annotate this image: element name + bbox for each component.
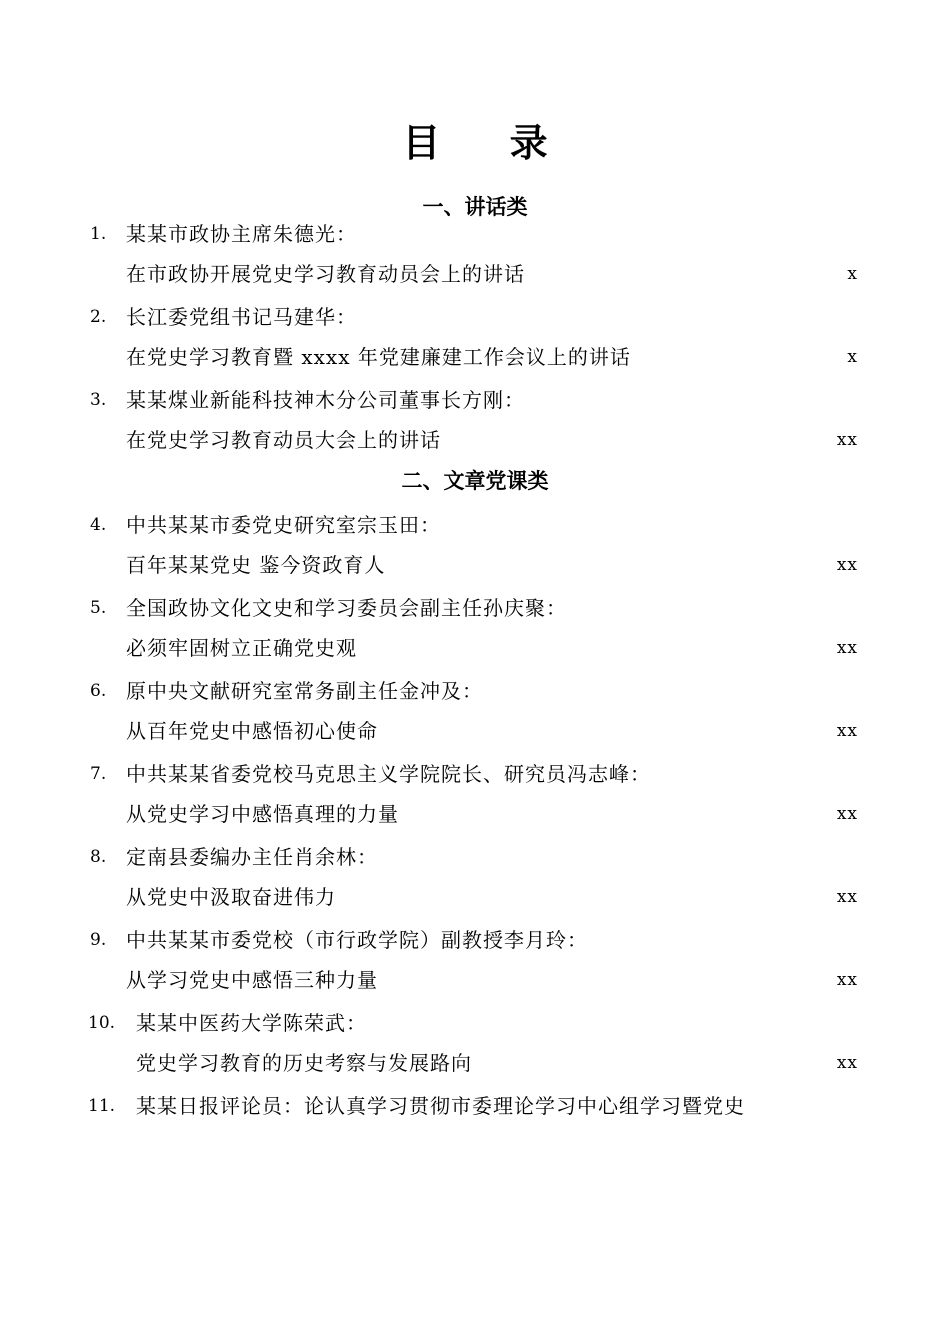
- entry-author: 长江委党组书记马建华：: [126, 305, 357, 329]
- entry-title: 在市政协开展党史学习教育动员会上的讲话: [126, 262, 525, 286]
- entry-title: 党史学习教育的历史考察与发展路向: [136, 1051, 472, 1075]
- entry-author: 某某日报评论员：论认真学习贯彻市委理论学习中心组学习暨党史: [136, 1094, 745, 1118]
- entry-author: 某某市政协主席朱德光：: [126, 222, 357, 246]
- entry-page-number: xx: [836, 555, 858, 575]
- entry-author: 某某中医药大学陈荣武：: [136, 1011, 367, 1035]
- entry-page-number: xx: [836, 887, 858, 907]
- entry-author: 中共某某市委党史研究室宗玉田：: [126, 513, 441, 537]
- entry-page-number: xx: [836, 721, 858, 741]
- entry-number: 9.: [90, 930, 107, 950]
- entry-number: 6.: [90, 681, 107, 701]
- section-heading-articles: 二、文章党课类: [401, 469, 549, 493]
- entry-author: 某某煤业新能科技神木分公司董事长方刚：: [126, 388, 525, 412]
- entry-number: 10.: [88, 1013, 116, 1033]
- entry-title: 从党史中汲取奋进伟力: [126, 885, 336, 909]
- section-heading-speeches: 一、讲话类: [422, 195, 528, 219]
- entry-number: 7.: [90, 764, 107, 784]
- entry-author: 定南县委编办主任肖余林：: [126, 845, 378, 869]
- entry-author: 原中央文献研究室常务副主任金冲及：: [126, 679, 483, 703]
- entry-title: 在党史学习教育暨 xxxx 年党建廉建工作会议上的讲话: [126, 345, 631, 369]
- entry-page-number: xx: [836, 804, 858, 824]
- entry-number: 3.: [90, 390, 107, 410]
- entry-title: 在党史学习教育动员大会上的讲话: [126, 428, 441, 452]
- entry-title: 百年某某党史 鉴今资政育人: [126, 553, 386, 577]
- entry-page-number: x: [847, 347, 858, 367]
- entry-number: 11.: [88, 1096, 116, 1116]
- entry-page-number: xx: [836, 970, 858, 990]
- entry-title: 从百年党史中感悟初心使命: [126, 719, 378, 743]
- entry-author: 中共某某省委党校马克思主义学院院长、研究员冯志峰：: [126, 762, 651, 786]
- entry-author: 中共某某市委党校（市行政学院）副教授李月玲：: [126, 928, 588, 952]
- entry-number: 5.: [90, 598, 107, 618]
- entry-number: 1.: [90, 224, 107, 244]
- page-title: 目 录: [402, 121, 576, 165]
- entry-page-number: xx: [836, 1053, 858, 1073]
- entry-title: 必须牢固树立正确党史观: [126, 636, 357, 660]
- entry-number: 4.: [90, 515, 107, 535]
- entry-page-number: xx: [836, 430, 858, 450]
- entry-number: 8.: [90, 847, 107, 867]
- entry-page-number: xx: [836, 638, 858, 658]
- entry-number: 2.: [90, 307, 107, 327]
- entry-author: 全国政协文化文史和学习委员会副主任孙庆聚：: [126, 596, 567, 620]
- entry-title: 从学习党史中感悟三种力量: [126, 968, 378, 992]
- entry-title: 从党史学习中感悟真理的力量: [126, 802, 399, 826]
- entry-page-number: x: [847, 264, 858, 284]
